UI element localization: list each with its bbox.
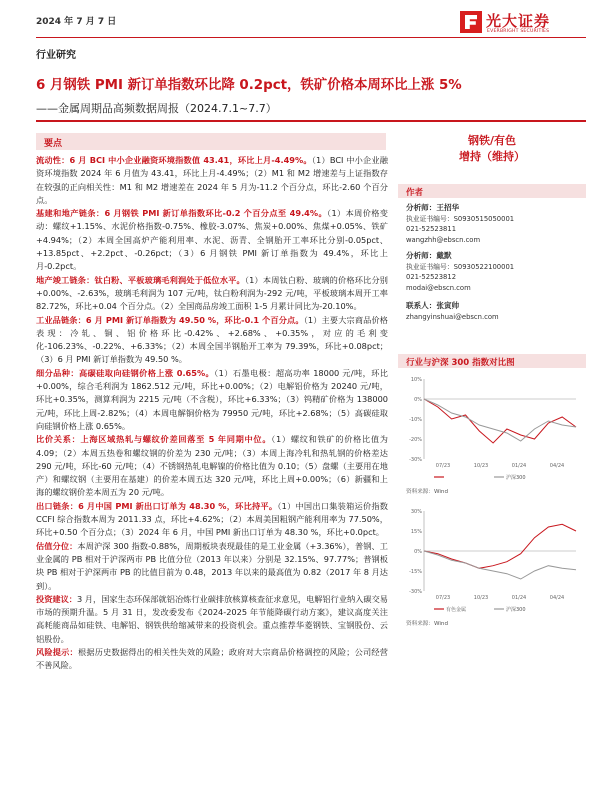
logo-mark-icon: [460, 11, 482, 33]
logo-name: 光大证券: [486, 12, 551, 30]
analyst-phone: 021-52523812: [406, 273, 457, 282]
analyst-phone: 021-52523811: [406, 225, 457, 234]
summary-paragraph: [36, 367, 388, 433]
summary-paragraph: [36, 207, 388, 273]
series-line: [424, 551, 576, 579]
paragraph-lead: 地产竣工链条：钛白粉、平板玻璃毛利润处于低位水平。: [36, 274, 245, 285]
title-divider: [36, 120, 586, 122]
header-divider: [36, 37, 586, 38]
paragraph-text: （1）本周钛白粉、玻璃的价格环比分别+0.00%、-2.63%，玻璃毛利润为 107 元/吨，钛白粉利润为-292 元/吨，平板玻璃本周开工率 82.72%，环比+0.04 个百分点。（2）全国商品房竣工面积 1-5 月累计同比为-20.10%。: [36, 274, 388, 312]
x-tick-label: 04/24: [549, 463, 565, 469]
series-line: [424, 524, 576, 568]
analyst-role: 分析师：: [406, 251, 437, 260]
chart-steel-vs-hs300: [406, 373, 582, 483]
y-tick-label: 0%: [414, 397, 422, 403]
paragraph-lead: 工业品链条：6 月 PMI 新订单指数为 49.50 %，环比-0.1 个百分点。: [36, 314, 304, 325]
y-tick-label: 10%: [410, 377, 422, 383]
summary-paragraph: [36, 274, 388, 314]
summary-paragraph: [36, 433, 388, 499]
chart-svg: [406, 505, 582, 615]
y-tick-label: 15%: [410, 529, 422, 535]
paragraph-lead: 流动性：6 月 BCI 中小企业融资环境指数值 43.41，环比上月-4.49%。: [36, 155, 312, 165]
paragraph-text: （1）中国出口集装箱运价指数 CCFI 综合指数本周为 2011.33 点，环比+4.62%；（2）本周美国粗钢产能利用率为 77.50%，环比+0.50 个百分点；（3）2024 年 6 月，中国 PMI 新出口订单为 48.30 %，环比+0.0pct。: [36, 500, 388, 538]
paragraph-text: （1）本周价格变动：螺纹+1.15%、水泥价格指数-0.75%、橡胶-3.07%、焦炭+0.00%、焦煤+0.05%、铁矿+4.94%；（2）本周全国高炉产能利用率、水泥、沥青、全钢胎开工率环比分别-0.05pct、+13.85pct、+2.2pct、-0.26pct；（3）6 月钢铁 PMI 新订单指数为 49.4%，环比上月-0.2pct。: [36, 208, 388, 272]
paragraph-lead: 细分品种：高碳硅取向硅钢价格上涨 0.65%。: [36, 367, 215, 378]
contact-email[interactable]: zhangyinshuai@ebscn.com: [406, 312, 499, 321]
industry-rating: 增持（维持）: [459, 150, 525, 163]
x-tick-label: 04/24: [549, 595, 565, 601]
legend-label: 沪深300: [506, 607, 526, 613]
summary-paragraph: [36, 646, 388, 673]
author-label: 作者: [406, 188, 424, 198]
summary-paragraph: [36, 540, 388, 593]
analyst-card: [406, 203, 514, 245]
y-tick-label: -20%: [409, 437, 422, 443]
analyst-role: 分析师：: [406, 203, 437, 212]
sidebar: [398, 133, 586, 793]
series-line: [424, 399, 576, 441]
y-tick-label: 30%: [410, 509, 422, 515]
analyst-license: 执业证书编号：S0930522100001: [406, 262, 515, 271]
x-tick-label: 07/23: [435, 595, 451, 601]
contact-card: [406, 301, 499, 322]
legend-label: 有色金属: [446, 607, 467, 613]
paragraph-lead: 估值分位：: [36, 540, 78, 551]
analyst-email[interactable]: wangzhh@ebscn.com: [406, 235, 481, 244]
y-tick-label: 0%: [414, 549, 422, 555]
chart-label: 行业与沪深 300 指数对比图: [406, 358, 515, 368]
chart-svg: [406, 373, 582, 483]
summary-paragraph: [36, 154, 388, 207]
x-tick-label: 10/23: [473, 595, 489, 601]
analyst-card: [406, 251, 514, 293]
summary-body: [36, 154, 388, 673]
paragraph-lead: 风险提示：: [36, 646, 78, 657]
paragraph-lead: 投资建议：: [36, 593, 77, 604]
analyst-license: 执业证书编号：S0930515050001: [406, 214, 515, 223]
y-tick-label: -30%: [409, 457, 422, 463]
paragraph-text: 根据历史数据得出的相关性失效的风险；政府对大宗商品价格调控的风险；公司经营不善风险。: [36, 646, 388, 671]
chart-metals-vs-hs300: [406, 505, 582, 615]
paragraph-lead: 基建和地产链条：6 月钢铁 PMI 新订单指数环比-0.2 个百分点至 49.4%。: [36, 208, 327, 219]
summary-label: 要点: [44, 139, 63, 149]
paragraph-lead: 出口链条：6 月中国 PMI 新出口订单为 48.30 %，环比持平。: [36, 500, 278, 511]
y-tick-label: -30%: [409, 589, 422, 595]
paragraph-text: 3 月，国家生态环保部就铝冶炼行业碳排放核算核查征求意见，电解铝行业纳入碳交易市场的预期升温。5 月 31 日，发改委发布《2024-2025 年节能降碳行动方案》，建议高度关注高耗能商品如硅铁、电解铝、钢铁供给缩减带来的投资机会。重点推荐华菱钢铁、宝钢股份、云铝股份。: [36, 593, 388, 644]
series-line: [424, 399, 576, 443]
x-tick-label: 10/23: [473, 463, 489, 469]
paragraph-text: 本周沪深 300 指数-0.88%，周期板块表现最佳的是工业金属（+3.36%），普钢、工业金属的 PB 相对于沪深两市 PB 比值分位（2013 年以来）分别是 32.15%、97.77%；普钢板块 PB 相对于沪深两市 PB 的比值目前为 0.48，2013 年以来的最高值为 0.82（2017 年 8 月达到）。: [36, 540, 388, 591]
analyst-name: 戴默: [436, 251, 452, 260]
analyst-email[interactable]: modai@ebscn.com: [406, 283, 471, 292]
author-header-bar: [398, 184, 586, 198]
industry-name: 钢铁/有色: [467, 134, 517, 147]
legend-label: 沪深300: [506, 475, 526, 481]
report-category: 行业研究: [36, 50, 76, 61]
logo-subtext: EVERBRIGHT SECURITIES: [487, 29, 550, 34]
paragraph-text: （1）主要大宗商品价格表现：冷轧、铜、铝价格环比-0.42%、+2.68%、+0.35%，对应的毛利变化-106.23%、-0.22%、+6.33%；（2）本周全国半钢胎开工率为 79.39%，环比+0.08pct；（3）6 月 PMI 新订单指数为 49.50 %。: [36, 314, 388, 365]
report-title: 6 月钢铁 PMI 新订单指数环比降 0.2pct，铁矿价格本周环比上涨 5%: [36, 78, 462, 93]
paragraph-text: （1）石墨电极：超高功率 18000 元/吨，环比+0.00%，综合毛利润为 1862.512 元/吨，环比+0.00%；（2）电解铝价格为 20240 元/吨，环比+0.35%，测算利润为 2215 元/吨（不含税），环比+6.33%；（3）钨精矿价格为 138000 元/吨，环比上周-2.82%；（4）本周电解铜价格为 79950 元/吨，环比+2.68%；（5）高碳硅取向硅钢价格上涨 0.65%。: [36, 367, 388, 431]
x-tick-label: 07/23: [435, 463, 451, 469]
paragraph-text: （1）BCI 中小企业融资环境指数 2024 年 6 月值为 43.41，环比上月-4.49%；（2）M1 和 M2 增速差与上证指数存在较强的正向相关性：M1 和 M2 增速差在 2024 年 5 月为-11.2 个百分点，环比-2.60 个百分点。: [36, 155, 388, 205]
summary-paragraph: [36, 314, 388, 367]
summary-header-bar: [36, 133, 386, 150]
y-tick-label: -15%: [409, 569, 422, 575]
chart-source: 资料来源：Wind: [406, 621, 449, 627]
summary-paragraph: [36, 593, 388, 646]
summary-paragraph: [36, 500, 388, 540]
report-subtitle: ——金属周期品高频数据周报（2024.7.1~7.7）: [36, 102, 277, 115]
paragraph-lead: 比价关系：上海区域热轧与螺纹价差回落至 5 年同期中位。: [36, 434, 272, 445]
x-tick-label: 01/24: [511, 595, 527, 601]
report-date: 2024 年 7 月 7 日: [36, 17, 117, 27]
x-tick-label: 01/24: [511, 463, 527, 469]
analyst-name: 王招华: [436, 203, 460, 212]
company-logo: [460, 10, 582, 38]
contact-role: 联系人：: [406, 301, 437, 310]
chart-source: 资料来源：Wind: [406, 489, 449, 495]
paragraph-text: （1）螺纹和铁矿的价格比值为 4.09；（2）本周五热卷和螺纹钢的价差为 230 元/吨；（3）本周上海冷轧和热轧钢的价格差达 290 元/吨，环比-60 元/吨；（4）不锈钢热轧电解镍的价格比值为 0.10；（5）盘螺（主要用在地产）和螺纹钢（主要用在基建）的价差本周五达 320 元/吨，环比上周+0.00%；（6）新疆和上海的螺纹钢价差本周五为 20 元/吨。: [36, 434, 388, 498]
y-tick-label: -10%: [409, 417, 422, 423]
contact-name: 张寅帅: [436, 301, 460, 310]
